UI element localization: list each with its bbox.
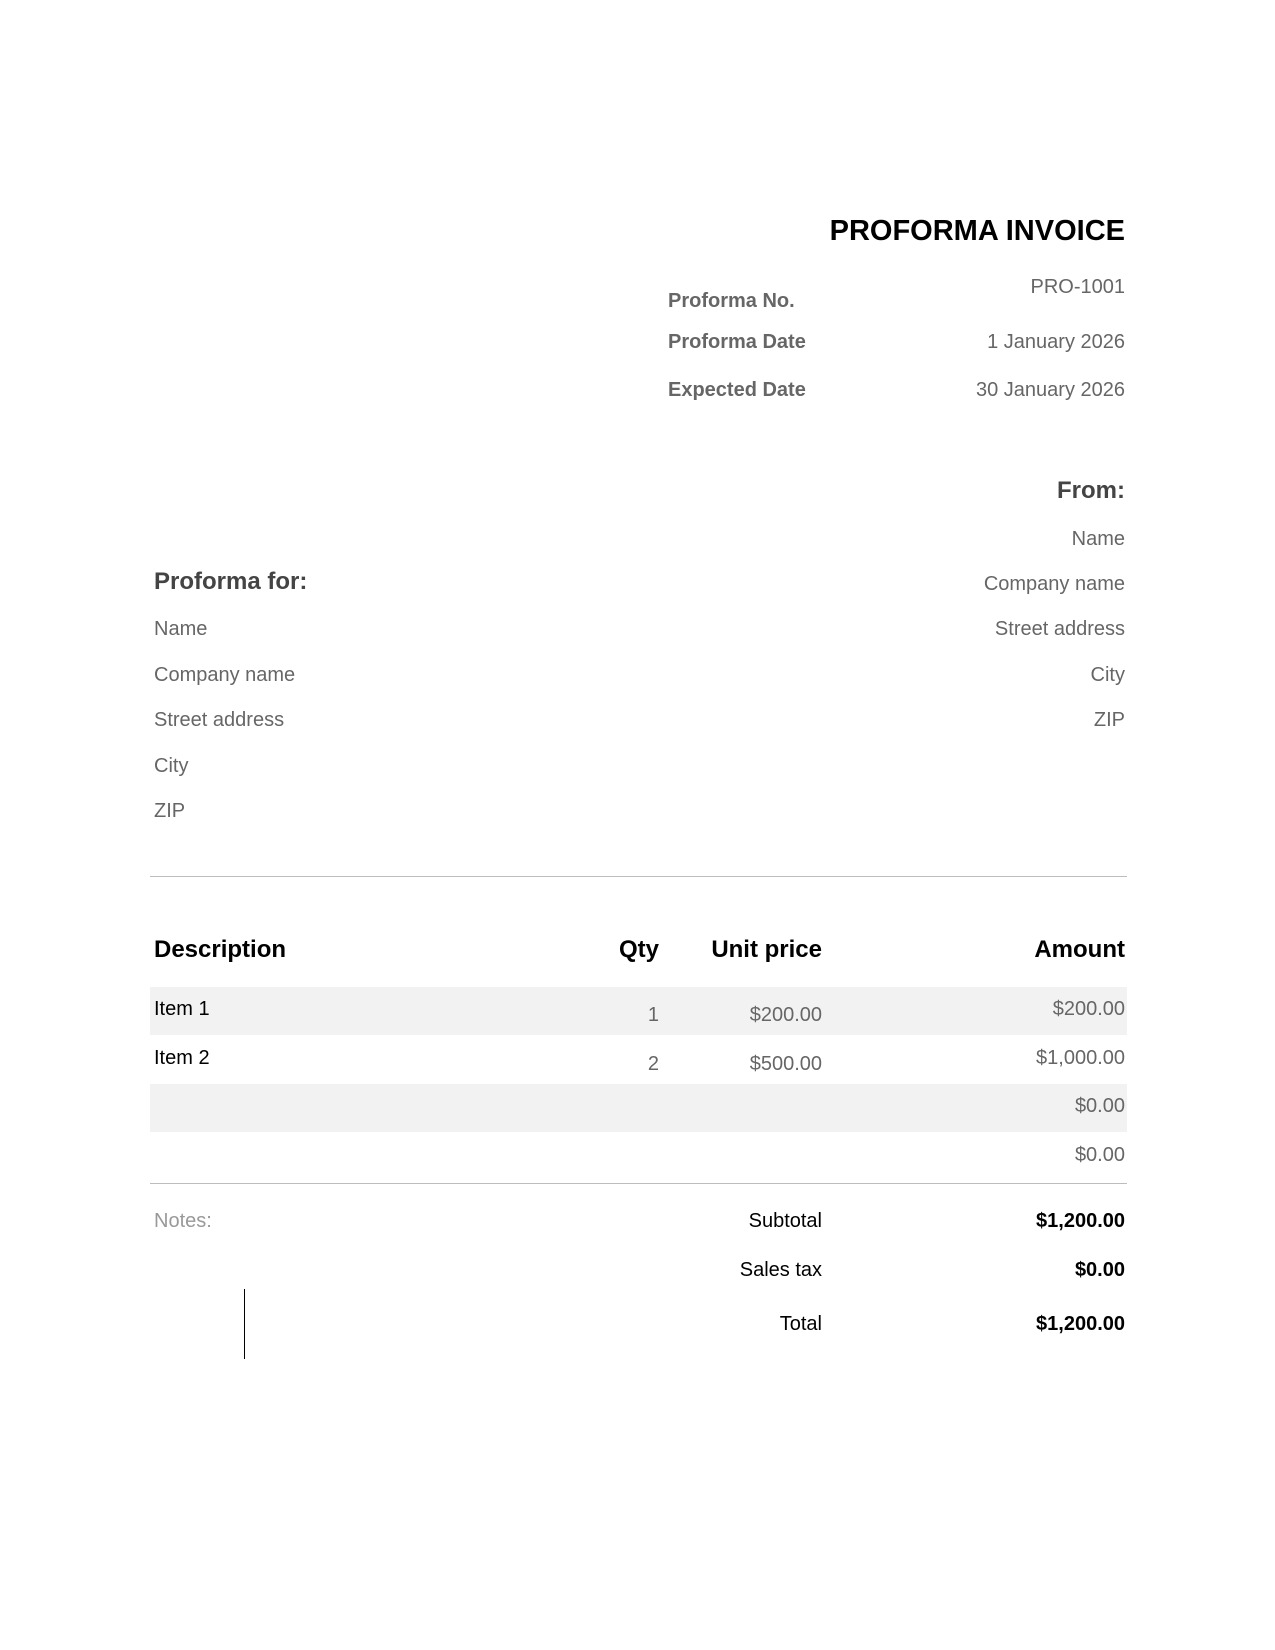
bill-to-name[interactable]: Name (154, 618, 208, 640)
total-value: $1,200.00 (1036, 1313, 1125, 1335)
text-cursor (244, 1289, 245, 1359)
from-heading: From: (1057, 477, 1125, 504)
table-row-description[interactable]: Item 2 (154, 1047, 210, 1069)
column-header-qty: Qty (618, 936, 659, 963)
subtotal-label: Subtotal (748, 1210, 822, 1232)
table-row-unit-price[interactable]: $200.00 (749, 1004, 822, 1026)
total-label: Total (779, 1313, 822, 1335)
bill-to-city[interactable]: City (154, 755, 189, 777)
expected-date-value[interactable]: 30 January 2026 (975, 379, 1125, 401)
from-company[interactable]: Company name (983, 573, 1125, 595)
table-row-unit-price[interactable]: $500.00 (749, 1053, 822, 1075)
bill-to-heading: Proforma for: (154, 568, 308, 595)
table-row-stripe (150, 987, 1127, 1035)
sales-tax-value: $0.00 (1074, 1259, 1125, 1281)
from-name[interactable]: Name (1071, 528, 1125, 550)
column-header-description: Description (154, 936, 287, 963)
table-row-amount: $0.00 (1074, 1095, 1125, 1117)
proforma-number-label: Proforma No. (668, 290, 795, 312)
expected-date-label: Expected Date (668, 379, 806, 401)
bill-to-zip[interactable]: ZIP (154, 800, 186, 822)
notes-label[interactable]: Notes: (154, 1210, 212, 1232)
table-row-amount: $1,000.00 (1036, 1047, 1125, 1069)
section-divider (150, 876, 1127, 877)
bill-to-street[interactable]: Street address (154, 709, 285, 731)
proforma-date-value[interactable]: 1 January 2026 (987, 331, 1125, 353)
column-header-unit-price: Unit price (711, 936, 822, 963)
table-row-amount: $0.00 (1074, 1144, 1125, 1166)
sales-tax-label: Sales tax (739, 1259, 822, 1281)
column-header-amount: Amount (1034, 936, 1125, 963)
table-row-description[interactable]: Item 1 (154, 998, 210, 1020)
bill-to-company[interactable]: Company name (154, 664, 296, 686)
from-zip[interactable]: ZIP (1093, 709, 1125, 731)
table-row-amount: $200.00 (1052, 998, 1125, 1020)
table-row-qty[interactable]: 2 (647, 1053, 659, 1075)
table-row-qty[interactable]: 1 (647, 1004, 659, 1026)
proforma-date-label: Proforma Date (668, 331, 806, 353)
document-title: PROFORMA INVOICE (829, 215, 1125, 247)
table-row-stripe (150, 1084, 1127, 1132)
proforma-number-value[interactable]: PRO-1001 (1030, 276, 1125, 298)
from-street[interactable]: Street address (994, 618, 1125, 640)
from-city[interactable]: City (1090, 664, 1125, 686)
table-bottom-divider (150, 1183, 1127, 1184)
subtotal-value: $1,200.00 (1036, 1210, 1125, 1232)
